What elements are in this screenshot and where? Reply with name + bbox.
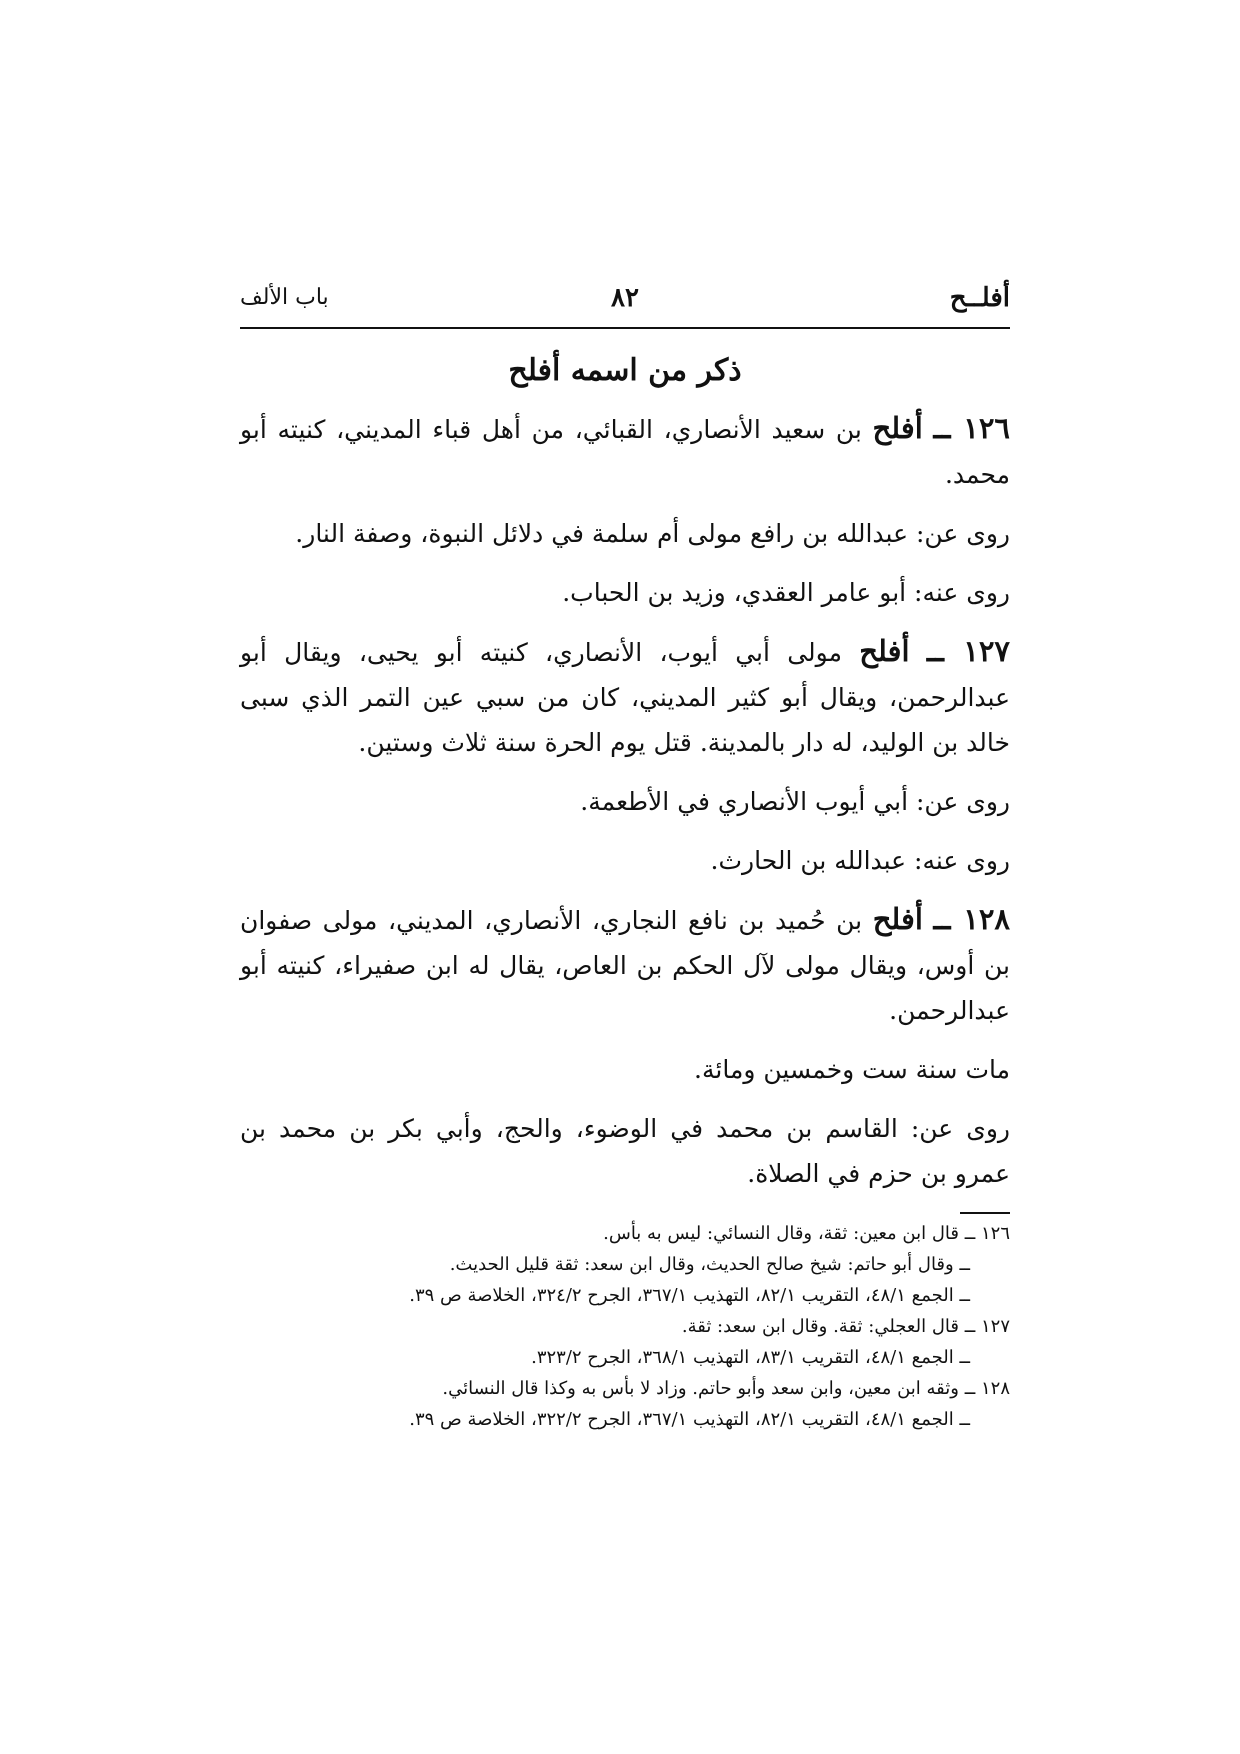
entry-126-narrated-from: روى عن: عبدالله بن رافع مولى أم سلمة في دلائل النبوة، وصفة النار. [295,519,1010,548]
entry-127-narrated-by: روى عنه: عبدالله بن الحارث. [710,846,1010,875]
header-entry-name: أفلــح [949,283,1010,313]
header-rule [240,327,1010,329]
footnote: ١٢٨ ــ وثقه ابن معين، وابن سعد وأبو حاتم. وزاد لا بأس به وكذا قال النسائي. [442,1378,1010,1399]
footnote-rule [960,1212,1010,1214]
footnote: ــ الجمع ٤٨/١، التقريب ٨٢/١، التهذيب ٣٦٧/١، الجرح ٣٢٤/٢، الخلاصة ص ٣٩. [409,1285,970,1306]
section-title: ذكر من اسمه أفلح [508,353,742,388]
entry-number: ١٢٧ ــ [926,634,1011,668]
entry-127: ١٢٧ ــ أفلح مولى أبي أيوب، الأنصاري، كنيته أبو يحيى، ويقال أبو عبدالرحمن، ويقال أبو كثير المديني، كان من سبي عين التمر الذي سبى خالد بن الوليد، له دار بالمدينة. قتل يوم الحرة سنة ثلاث وستين. [240,634,1011,757]
header-chapter: باب الألف [240,285,329,310]
entry-128-narrated-from: روى عن: القاسم بن محمد في الوضوء، والحج، وأبي بكر بن محمد بن عمرو بن حزم في الصلاة. [240,1114,1010,1188]
entry-127-narrated-from: روى عن: أبي أيوب الأنصاري في الأطعمة. [580,787,1010,816]
footnote: ــ الجمع ٤٨/١، التقريب ٨٢/١، التهذيب ٣٦٧/١، الجرح ٣٢٢/٢، الخلاصة ص ٣٩. [409,1409,970,1430]
entry-128-death: مات سنة ست وخمسين ومائة. [694,1055,1010,1084]
entry-name: أفلح [872,902,923,936]
entry-number: ١٢٨ ــ [933,902,1010,936]
entry-126-narrated-by: روى عنه: أبو عامر العقدي، وزيد بن الحباب. [562,578,1010,607]
entry-126: ١٢٦ ــ أفلح بن سعيد الأنصاري، القبائي، من أهل قباء المديني، كنيته أبو محمد. [240,411,1011,489]
footnote: ١٢٦ ــ قال ابن معين: ثقة، وقال النسائي: ليس به بأس. [603,1223,1010,1244]
book-page [240,283,1010,1435]
footnote: ١٢٧ ــ قال العجلي: ثقة. وقال ابن سعد: ثقة. [681,1316,1010,1337]
footnote: ــ الجمع ٤٨/١، التقريب ٨٣/١، التهذيب ٣٦٨/١، الجرح ٣٢٣/٢. [531,1347,970,1368]
running-header [240,283,1010,323]
footnote: ــ وقال أبو حاتم: شيخ صالح الحديث، وقال ابن سعد: ثقة قليل الحديث. [449,1254,970,1275]
entry-128: ١٢٨ ــ أفلح بن حُميد بن نافع النجاري، الأنصاري، المديني، مولى صفوان بن أوس، ويقال مولى لآل الحكم بن العاص، يقال له ابن صفيراء، كنيته أبو عبدالرحمن. [240,902,1010,1025]
entry-name: أفلح [859,634,910,668]
entry-number: ١٢٦ ــ [933,411,1011,445]
page-number: ٨٢ [611,283,639,313]
entry-name: أفلح [872,411,923,445]
